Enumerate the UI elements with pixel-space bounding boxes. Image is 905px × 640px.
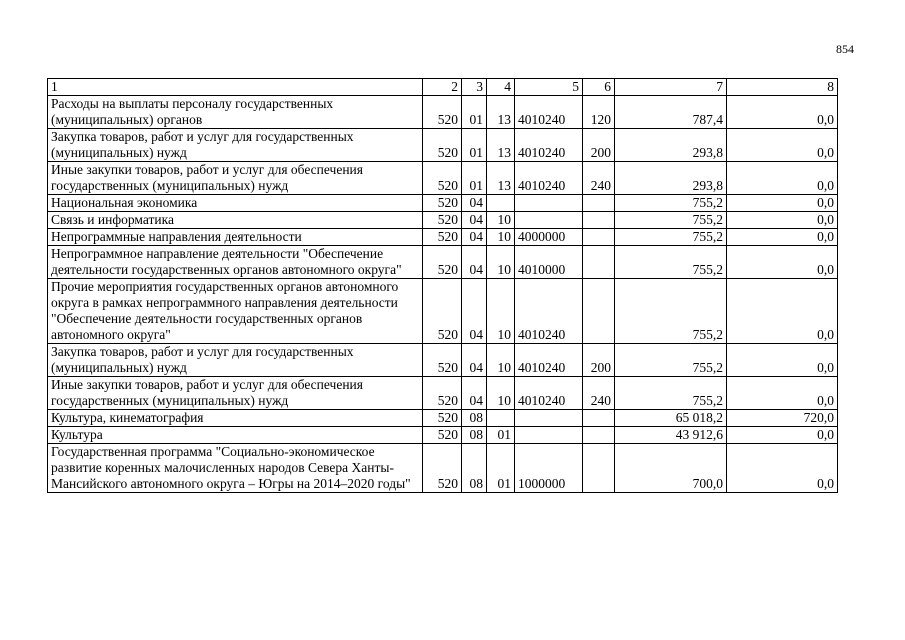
row-amount2-cell: 0,0	[727, 246, 838, 279]
row-code-cell: 520	[423, 246, 462, 279]
row-target-cell: 4010240	[515, 129, 583, 162]
row-target-cell	[515, 427, 583, 444]
row-code-cell: 520	[423, 427, 462, 444]
row-code-cell: 520	[423, 129, 462, 162]
table-row	[48, 344, 838, 377]
header-cell: 5	[515, 79, 583, 96]
row-type-cell	[583, 279, 615, 344]
row-amount-cell: 755,2	[615, 229, 727, 246]
page-number: 854	[836, 42, 854, 56]
row-code-cell: 520	[423, 377, 462, 410]
row-code-cell: 520	[423, 344, 462, 377]
row-amount-cell: 700,0	[615, 444, 727, 493]
row-code-cell: 520	[423, 195, 462, 212]
row-name-cell: Закупка товаров, работ и услуг для государственных (муниципальных) нужд	[48, 129, 423, 162]
row-subsection-cell: 01	[487, 427, 515, 444]
row-name-cell: Расходы на выплаты персоналу государственных (муниципальных) органов	[48, 96, 423, 129]
row-name-cell: Прочие мероприятия государственных органов автономного округа в рамках непрограммного направления деятельности "Обеспечение деятельности государственных органов автономного округа"	[48, 279, 423, 344]
row-section-cell: 04	[462, 229, 487, 246]
row-section-cell: 04	[462, 195, 487, 212]
row-target-cell	[515, 212, 583, 229]
row-code-cell: 520	[423, 96, 462, 129]
row-name-cell: Иные закупки товаров, работ и услуг для обеспечения государственных (муниципальных) нужд	[48, 162, 423, 195]
row-target-cell	[515, 195, 583, 212]
row-target-cell: 1000000	[515, 444, 583, 493]
header-cell: 1	[48, 79, 423, 96]
row-target-cell: 4000000	[515, 229, 583, 246]
row-subsection-cell: 13	[487, 162, 515, 195]
row-amount-cell: 755,2	[615, 344, 727, 377]
row-subsection-cell: 10	[487, 377, 515, 410]
row-code-cell: 520	[423, 279, 462, 344]
row-amount2-cell: 0,0	[727, 229, 838, 246]
row-code-cell: 520	[423, 444, 462, 493]
row-section-cell: 01	[462, 96, 487, 129]
row-amount2-cell: 0,0	[727, 195, 838, 212]
row-type-cell	[583, 212, 615, 229]
row-amount-cell: 43 912,6	[615, 427, 727, 444]
row-section-cell: 08	[462, 410, 487, 427]
row-subsection-cell: 10	[487, 229, 515, 246]
row-subsection-cell: 01	[487, 444, 515, 493]
row-name-cell: Непрограммное направление деятельности "Обеспечение деятельности государственных органов автономного округа"	[48, 246, 423, 279]
table-row	[48, 427, 838, 444]
row-subsection-cell: 13	[487, 96, 515, 129]
row-amount2-cell: 0,0	[727, 129, 838, 162]
row-type-cell	[583, 410, 615, 427]
row-section-cell: 04	[462, 377, 487, 410]
row-target-cell: 4010240	[515, 162, 583, 195]
row-amount2-cell: 0,0	[727, 279, 838, 344]
row-type-cell: 200	[583, 129, 615, 162]
header-cell: 7	[615, 79, 727, 96]
table-row	[48, 279, 838, 344]
row-amount2-cell: 0,0	[727, 96, 838, 129]
header-cell: 6	[583, 79, 615, 96]
header-cell: 2	[423, 79, 462, 96]
row-section-cell: 01	[462, 162, 487, 195]
row-amount-cell: 65 018,2	[615, 410, 727, 427]
row-code-cell: 520	[423, 162, 462, 195]
table-row	[48, 246, 838, 279]
row-type-cell	[583, 195, 615, 212]
row-type-cell: 240	[583, 162, 615, 195]
row-subsection-cell	[487, 195, 515, 212]
row-name-cell: Культура, кинематография	[48, 410, 423, 427]
row-name-cell: Национальная экономика	[48, 195, 423, 212]
row-subsection-cell: 10	[487, 279, 515, 344]
table-row	[48, 444, 838, 493]
row-target-cell	[515, 410, 583, 427]
row-code-cell: 520	[423, 410, 462, 427]
row-code-cell: 520	[423, 229, 462, 246]
row-target-cell: 4010240	[515, 377, 583, 410]
row-target-cell: 4010240	[515, 279, 583, 344]
row-type-cell	[583, 229, 615, 246]
row-target-cell: 4010240	[515, 96, 583, 129]
row-amount2-cell: 0,0	[727, 427, 838, 444]
row-amount-cell: 755,2	[615, 246, 727, 279]
row-section-cell: 04	[462, 279, 487, 344]
row-type-cell	[583, 427, 615, 444]
row-amount2-cell: 0,0	[727, 444, 838, 493]
row-amount-cell: 755,2	[615, 377, 727, 410]
row-name-cell: Связь и информатика	[48, 212, 423, 229]
row-amount2-cell: 0,0	[727, 344, 838, 377]
row-amount-cell: 293,8	[615, 162, 727, 195]
table-body	[48, 79, 838, 493]
table-row	[48, 410, 838, 427]
row-subsection-cell	[487, 410, 515, 427]
row-subsection-cell: 10	[487, 246, 515, 279]
row-name-cell: Непрограммные направления деятельности	[48, 229, 423, 246]
table-row	[48, 195, 838, 212]
header-cell: 4	[487, 79, 515, 96]
row-section-cell: 08	[462, 444, 487, 493]
row-amount-cell: 787,4	[615, 96, 727, 129]
row-section-cell: 04	[462, 344, 487, 377]
row-code-cell: 520	[423, 212, 462, 229]
row-type-cell	[583, 444, 615, 493]
row-amount-cell: 755,2	[615, 212, 727, 229]
budget-table	[47, 78, 838, 493]
row-target-cell: 4010240	[515, 344, 583, 377]
row-section-cell: 08	[462, 427, 487, 444]
row-type-cell: 240	[583, 377, 615, 410]
row-subsection-cell: 10	[487, 212, 515, 229]
row-amount-cell: 755,2	[615, 279, 727, 344]
row-amount2-cell: 0,0	[727, 212, 838, 229]
row-name-cell: Закупка товаров, работ и услуг для государственных (муниципальных) нужд	[48, 344, 423, 377]
row-amount2-cell: 0,0	[727, 162, 838, 195]
table-row	[48, 377, 838, 410]
row-amount-cell: 755,2	[615, 195, 727, 212]
row-type-cell: 200	[583, 344, 615, 377]
header-row	[48, 79, 838, 96]
row-section-cell: 04	[462, 212, 487, 229]
row-name-cell: Государственная программа "Социально-экономическое развитие коренных малочисленных народов Севера Ханты-Мансийского автономного округа – Югры на 2014–2020 годы"	[48, 444, 423, 493]
row-section-cell: 04	[462, 246, 487, 279]
row-subsection-cell: 10	[487, 344, 515, 377]
row-target-cell: 4010000	[515, 246, 583, 279]
row-subsection-cell: 13	[487, 129, 515, 162]
row-name-cell: Культура	[48, 427, 423, 444]
row-name-cell: Иные закупки товаров, работ и услуг для обеспечения государственных (муниципальных) нужд	[48, 377, 423, 410]
header-cell: 8	[727, 79, 838, 96]
table-row	[48, 229, 838, 246]
row-section-cell: 01	[462, 129, 487, 162]
table-row	[48, 129, 838, 162]
header-cell: 3	[462, 79, 487, 96]
row-type-cell	[583, 246, 615, 279]
row-amount2-cell: 0,0	[727, 377, 838, 410]
row-amount2-cell: 720,0	[727, 410, 838, 427]
row-type-cell: 120	[583, 96, 615, 129]
table-row	[48, 96, 838, 129]
row-amount-cell: 293,8	[615, 129, 727, 162]
table-row	[48, 212, 838, 229]
table-row	[48, 162, 838, 195]
